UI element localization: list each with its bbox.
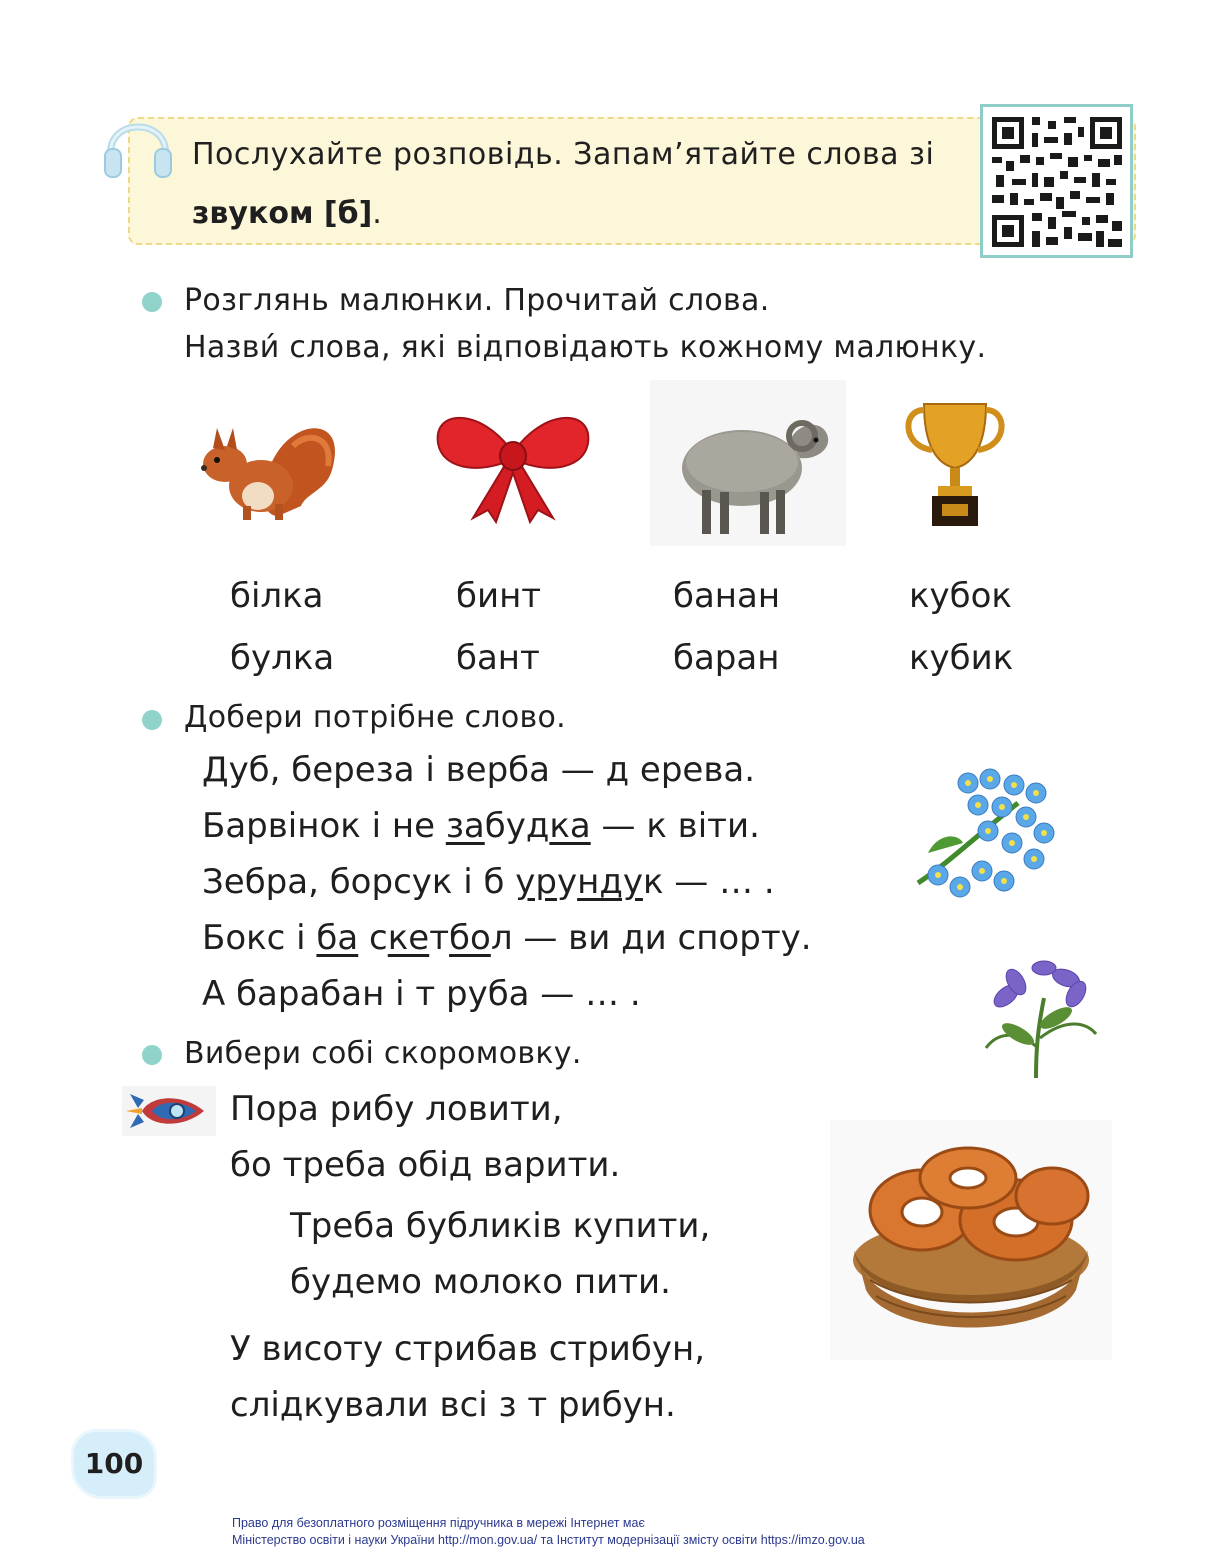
- instruction-bold: звуком [б]: [192, 196, 373, 231]
- headphones-icon: [103, 97, 173, 189]
- text: к — … .: [642, 862, 775, 902]
- bullet: [142, 292, 162, 312]
- twister-line: У висоту стрибав стрибун,: [230, 1329, 706, 1369]
- instruction-tail: .: [372, 196, 382, 231]
- underlined: нду: [577, 862, 643, 902]
- sentence-4: [202, 918, 812, 958]
- text: Бокс і: [202, 918, 317, 958]
- forget-me-not-picture: [908, 763, 1058, 911]
- word: булка: [230, 638, 335, 678]
- underlined: ур: [515, 862, 557, 902]
- task1-line-1: Розглянь малюнки. Прочитай слова.: [184, 283, 770, 318]
- text: буд: [484, 806, 550, 846]
- twister-line: бо треба обід варити.: [230, 1145, 621, 1185]
- page-number: 100: [84, 1447, 144, 1480]
- word: білка: [230, 576, 324, 616]
- twister-line: слідкували всі з т рибун.: [230, 1385, 676, 1425]
- qr-code-image: [992, 117, 1122, 247]
- underlined: бо: [449, 918, 491, 958]
- sentence-3: [202, 862, 775, 902]
- periwinkle-picture: [966, 938, 1112, 1082]
- twister-line: Треба бубликів купити,: [290, 1206, 711, 1246]
- footer-line-2: Міністерство освіти і науки України http://mon.gov.ua/ та Інститут модернізації змісту освіти https://imzo.gov.ua: [232, 1533, 865, 1547]
- text: т: [429, 918, 450, 958]
- word: кубик: [909, 638, 1014, 678]
- task1-line-2: Назви́ слова, які відповідають кожному малюнку.: [184, 330, 987, 365]
- text: — к віти.: [590, 806, 760, 846]
- twister-2: [290, 1198, 710, 1310]
- text: с: [358, 918, 388, 958]
- sentence-1: Дуб, береза і верба — д ерева.: [202, 750, 755, 790]
- task3-title: Вибери собі скоромовку.: [184, 1036, 582, 1071]
- twister-line: будемо молоко пити.: [290, 1262, 671, 1302]
- ram-picture: [650, 380, 846, 546]
- word: баран: [673, 638, 780, 678]
- instruction-line-1: Послухайте розповідь. Запам’ятайте слова зі: [192, 137, 935, 172]
- bullet: [142, 710, 162, 730]
- underlined: ка: [549, 806, 591, 846]
- task2-title: Добери потрібне слово.: [184, 700, 566, 735]
- word: кубок: [909, 576, 1012, 616]
- instruction-line-2: [192, 196, 382, 231]
- word: бинт: [456, 576, 542, 616]
- word: бант: [456, 638, 540, 678]
- twister-3: [230, 1321, 705, 1433]
- underlined: ба: [316, 918, 359, 958]
- cup-picture: [884, 394, 1026, 530]
- underlined: ке: [387, 918, 430, 958]
- text: л — ви ди спорту.: [490, 918, 812, 958]
- text: Барвінок і не: [202, 806, 446, 846]
- twister-1: [230, 1081, 620, 1193]
- word: банан: [673, 576, 781, 616]
- footer-line-1: Право для безоплатного розміщення підручника в мережі Інтернет має: [232, 1516, 645, 1530]
- squirrel-picture: [183, 396, 343, 530]
- twister-line: Пора рибу ловити,: [230, 1089, 563, 1129]
- bullet: [142, 1045, 162, 1065]
- sentence-5: А барабан і т руба — … .: [202, 974, 641, 1014]
- underlined: за: [445, 806, 485, 846]
- rocket-icon: [122, 1086, 216, 1136]
- qr-code[interactable]: [980, 104, 1133, 258]
- text: Зебра, борсук і б: [202, 862, 516, 902]
- text: у: [556, 862, 578, 902]
- bow-picture: [428, 398, 598, 526]
- bagels-picture: [830, 1120, 1112, 1360]
- sentence-2: [202, 806, 760, 846]
